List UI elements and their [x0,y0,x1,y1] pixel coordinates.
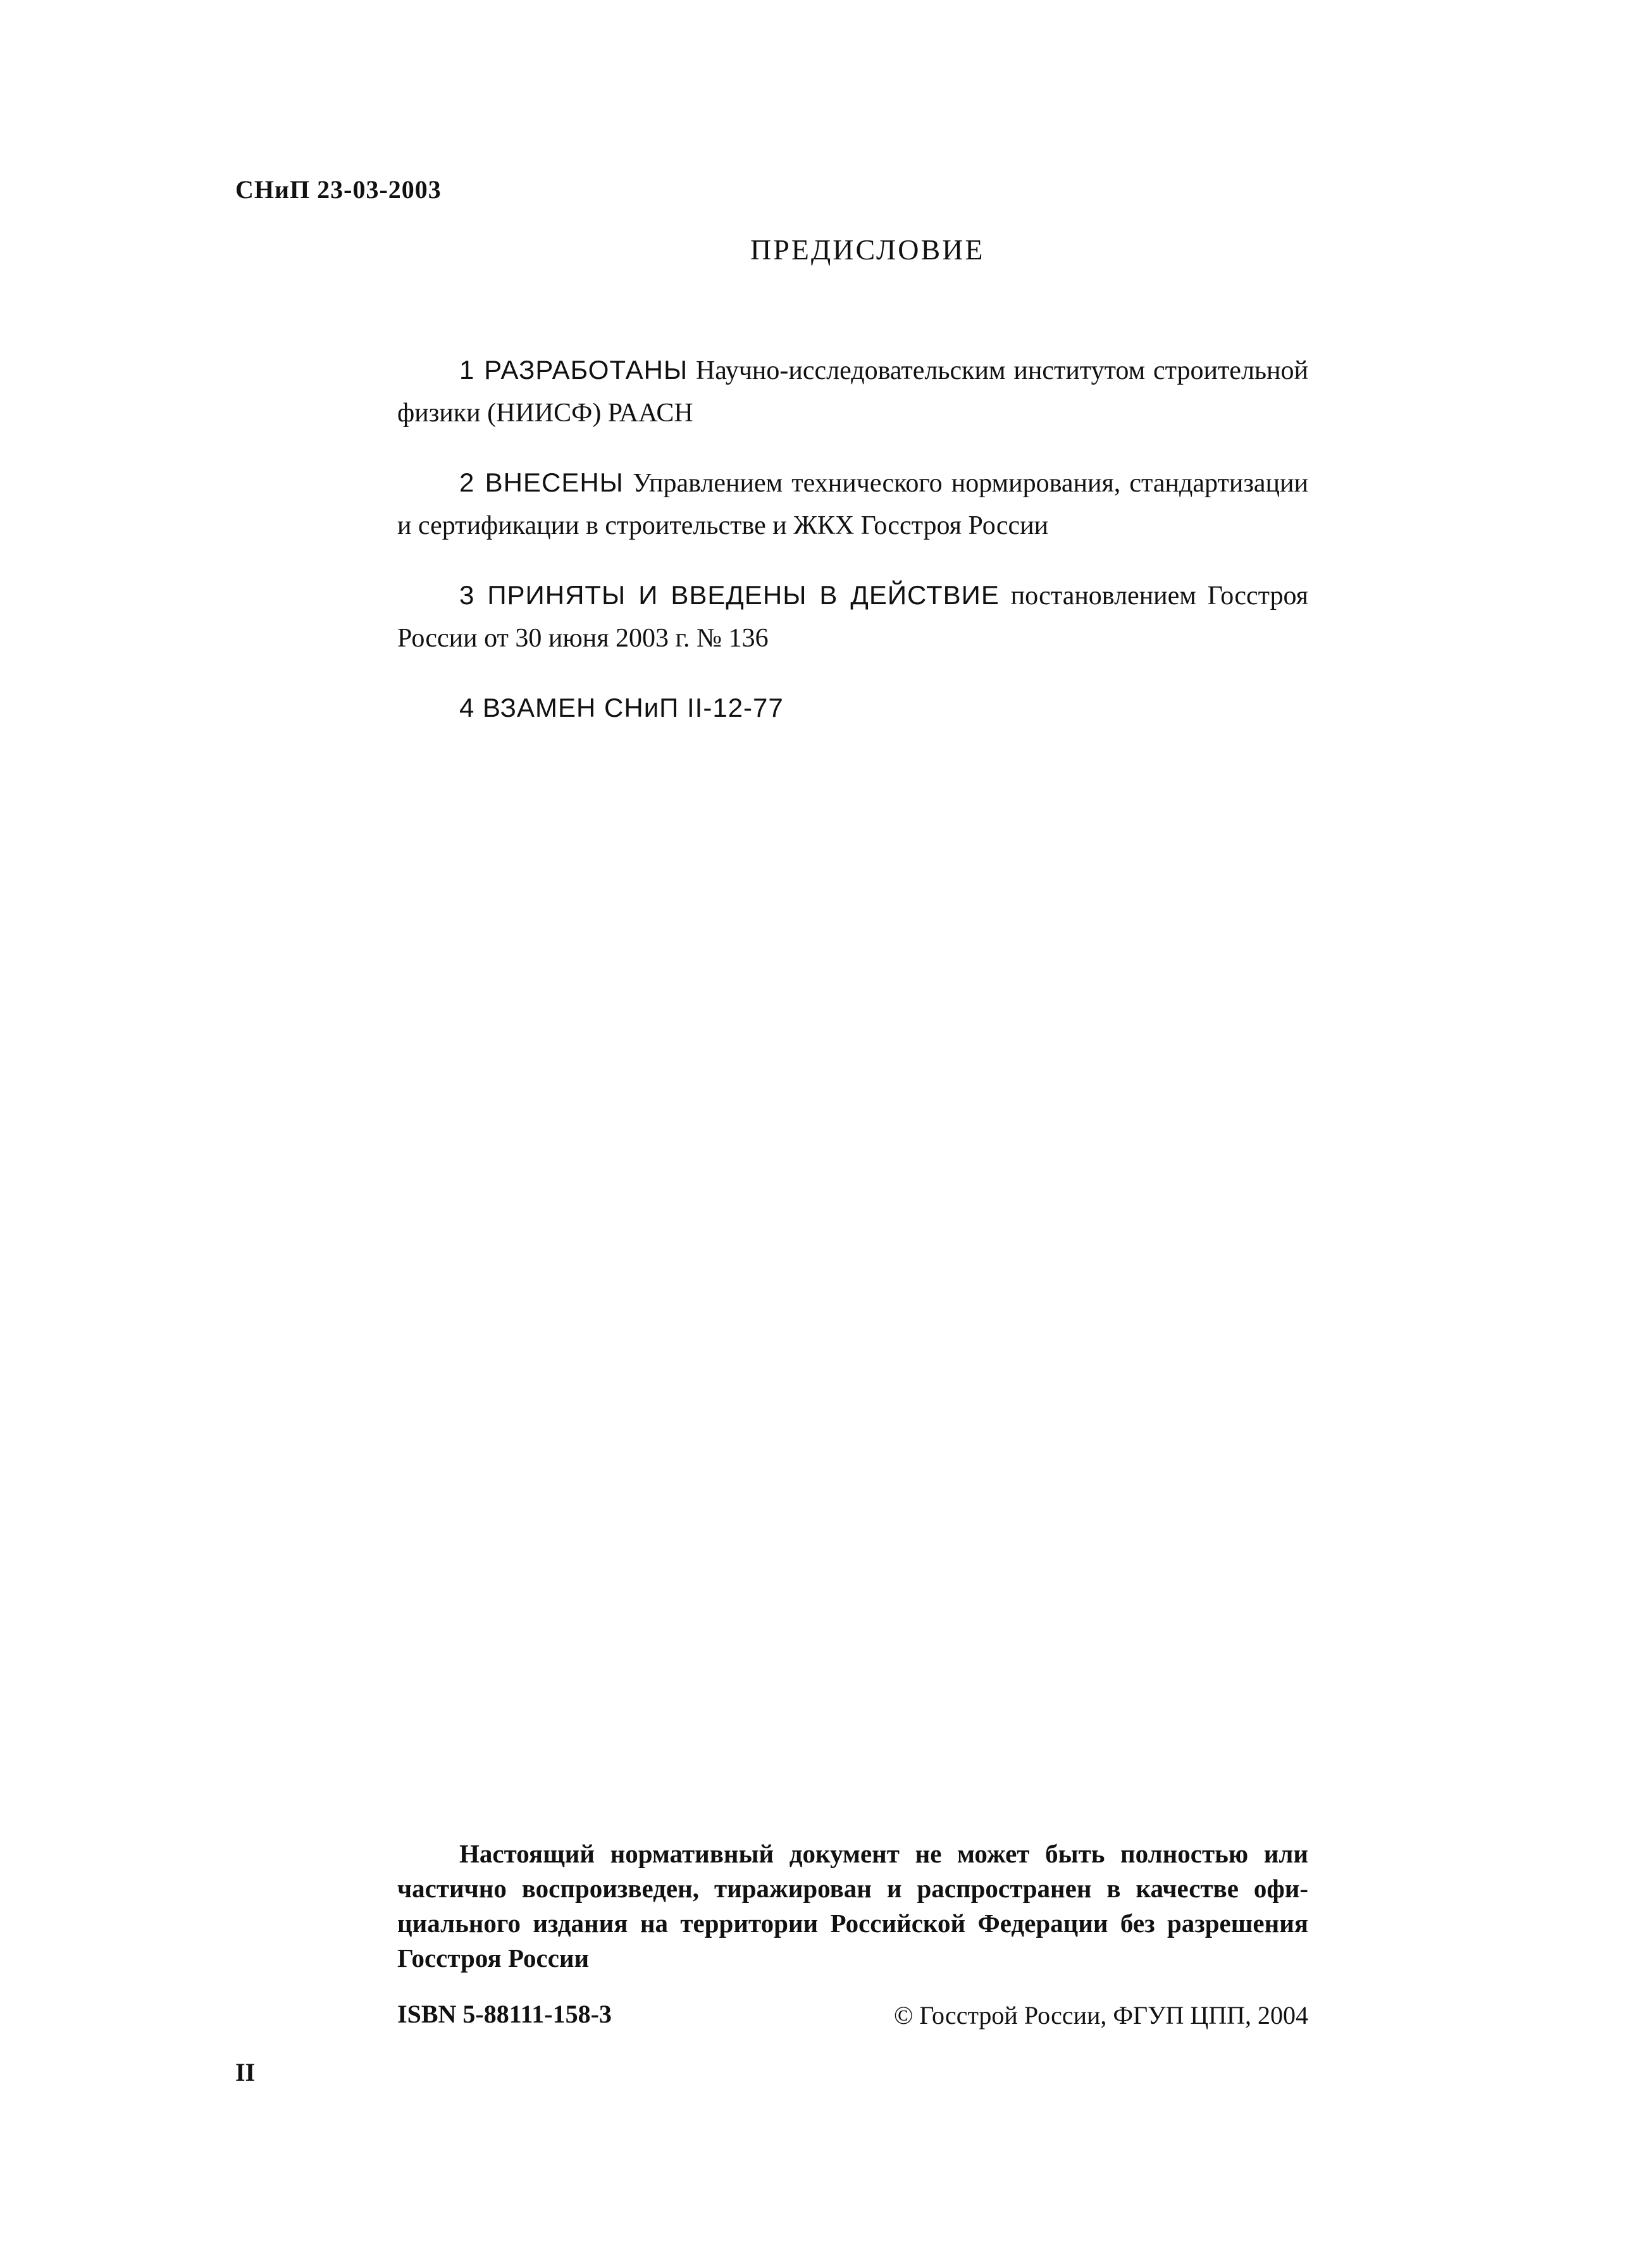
foreword-item-4 [397,687,1308,729]
foreword-item-2 [397,462,1308,547]
copyright: © Госстрой России, ФГУП ЦПП, 2004 [893,2001,1308,2029]
page-number: II [235,2058,256,2086]
item-lead: 4 ВЗАМЕН СНиП II-12-77 [459,693,784,722]
item-lead: 1 РАЗРАБОТАНЫ [459,355,688,385]
item-lead: 2 ВНЕСЕНЫ [459,468,624,497]
foreword-item-3 [397,574,1308,659]
item-text: Управлением технического нормирования, стандартизации и сертификации в строительстве и ЖКХ Госстроя России [397,469,1308,540]
item-text: Научно-исследовательским институтом строительной физики (НИИСФ) РААСН [397,356,1309,428]
isbn: ISBN 5-88111-158-3 [397,2000,612,2028]
document-code: СНиП 23-03-2003 [235,175,442,204]
foreword-items [397,349,1308,757]
item-text: постановлением Госстроя России от 30 июня 2003 г. № 136 [397,581,1308,653]
foreword-item-1 [397,349,1308,434]
reproduction-notice: Настоящий нормативный документ не может быть полностью или частично воспроизведен, тиражирован и распространен в качестве официального издания на территории Российской Федерации без разрешения Госстроя России [397,1839,1308,1973]
item-lead: 3 ПРИНЯТЫ И ВВЕДЕНЫ В ДЕЙСТВИЕ [459,580,1000,610]
page-title: ПРЕДИСЛОВИЕ [750,233,985,266]
